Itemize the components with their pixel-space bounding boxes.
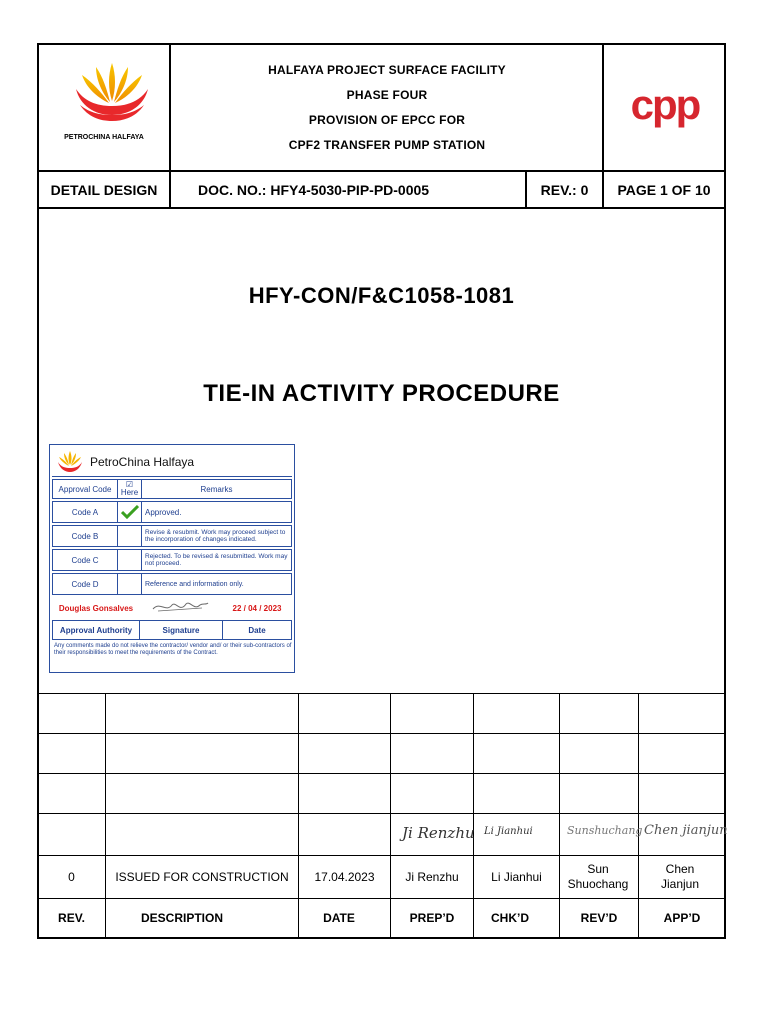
header-line-3: PROVISION OF EPCC FOR	[308, 113, 466, 127]
rev-revd: Sun Shuochang	[567, 862, 629, 891]
stamp-here-a	[117, 501, 142, 523]
stamp-foot-date: Date	[222, 620, 292, 640]
col-header-revd: REV’D	[580, 911, 618, 925]
stamp-remark-c: Rejected. To be revised & resubmitted. Work may not proceed.	[141, 549, 292, 571]
col-header-appd: APP’D	[663, 911, 701, 925]
rev-description: ISSUED FOR CONSTRUCTION	[115, 870, 289, 884]
stamp-remark-d: Reference and information only.	[141, 573, 292, 595]
petrochina-logo	[62, 55, 162, 135]
document-code: HFY-CON/F&C1058-1081	[248, 283, 515, 308]
approval-stamp	[49, 444, 295, 673]
signature-prepd: Ji Renzhu	[402, 824, 475, 842]
stamp-here-d	[117, 573, 142, 595]
info-divider-1	[169, 172, 171, 208]
rev-table-line-2	[37, 773, 726, 774]
signature-appd: Chen jianjun	[644, 823, 728, 838]
rev-table-top	[37, 693, 726, 694]
header-line-1: HALFAYA PROJECT SURFACE FACILITY	[268, 63, 506, 77]
stamp-code-d: Code D	[52, 573, 118, 595]
stage-label: DETAIL DESIGN	[50, 182, 158, 198]
header-divider-right	[602, 43, 604, 172]
rev-appd: Chen Jianjun	[660, 862, 700, 891]
rev-prepd: Ji Renzhu	[405, 870, 459, 884]
cpp-logo: cpp	[630, 81, 700, 128]
stamp-code-c: Code C	[52, 549, 118, 571]
col-header-chkd: CHK’D	[491, 911, 529, 925]
stamp-header	[52, 447, 292, 477]
stamp-col-code: Approval Code	[52, 479, 118, 499]
stamp-remark-b: Revise & resubmit. Work may proceed subject to the incorporation of changes indicated.	[141, 525, 292, 547]
stamp-col-remarks: Remarks	[141, 479, 292, 499]
signature-scribble-icon	[150, 595, 210, 619]
rev-date: 17.04.2023	[314, 870, 375, 884]
stamp-company: PetroChina Halfaya	[90, 454, 195, 469]
check-mark-icon	[121, 505, 139, 519]
petrochina-small-icon	[56, 449, 84, 475]
stamp-date: 22 / 04 / 2023	[232, 603, 282, 613]
stamp-col-here	[117, 479, 142, 499]
logo-caption: PETROCHINA HALFAYA	[64, 134, 144, 141]
stamp-signature	[150, 595, 210, 619]
stamp-disclaimer: Any comments made do not relieve the contractor/ vendor and/ or their sub-contractors of their responsibilities to meet the requirements of the Contract.	[54, 643, 292, 656]
rev-table-line-3	[37, 813, 726, 814]
page-count: PAGE 1 OF 10	[617, 182, 711, 198]
revision-number: REV.: 0	[540, 182, 589, 198]
header-line-2: PHASE FOUR	[346, 88, 428, 102]
rev-chkd: Li Jianhui	[491, 870, 542, 884]
signature-chkd: Li Jianhui	[484, 826, 533, 837]
stamp-here-b	[117, 525, 142, 547]
stamp-here-c	[117, 549, 142, 571]
petrochina-emblem-icon	[62, 55, 162, 135]
document-title: TIE-IN ACTIVITY PROCEDURE	[203, 380, 560, 407]
signature-revd: Sunshuchang	[567, 824, 643, 837]
col-header-date: DATE	[323, 911, 355, 925]
doc-number: DOC. NO.: HFY4-5030-PIP-PD-0005	[198, 182, 430, 198]
col-header-prepd: PREP’D	[409, 911, 455, 925]
checkbox-icon: ☑	[125, 480, 134, 489]
col-header-description: DESCRIPTION	[140, 911, 223, 925]
stamp-code-a: Code A	[52, 501, 118, 523]
stamp-col-here-label: Here	[120, 488, 139, 497]
header-line-4: CPF2 TRANSFER PUMP STATION	[288, 138, 486, 152]
stamp-foot-authority: Approval Authority	[52, 620, 140, 640]
col-header-rev: REV.	[58, 911, 85, 925]
stamp-foot-signature: Signature	[139, 620, 223, 640]
header-divider-left	[169, 43, 171, 172]
stamp-authority-name: Douglas Gonsalves	[58, 603, 134, 613]
stamp-remark-a: Approved.	[141, 501, 292, 523]
rev-table-line-1	[37, 733, 726, 734]
rev-value: 0	[68, 870, 75, 884]
stamp-code-b: Code B	[52, 525, 118, 547]
